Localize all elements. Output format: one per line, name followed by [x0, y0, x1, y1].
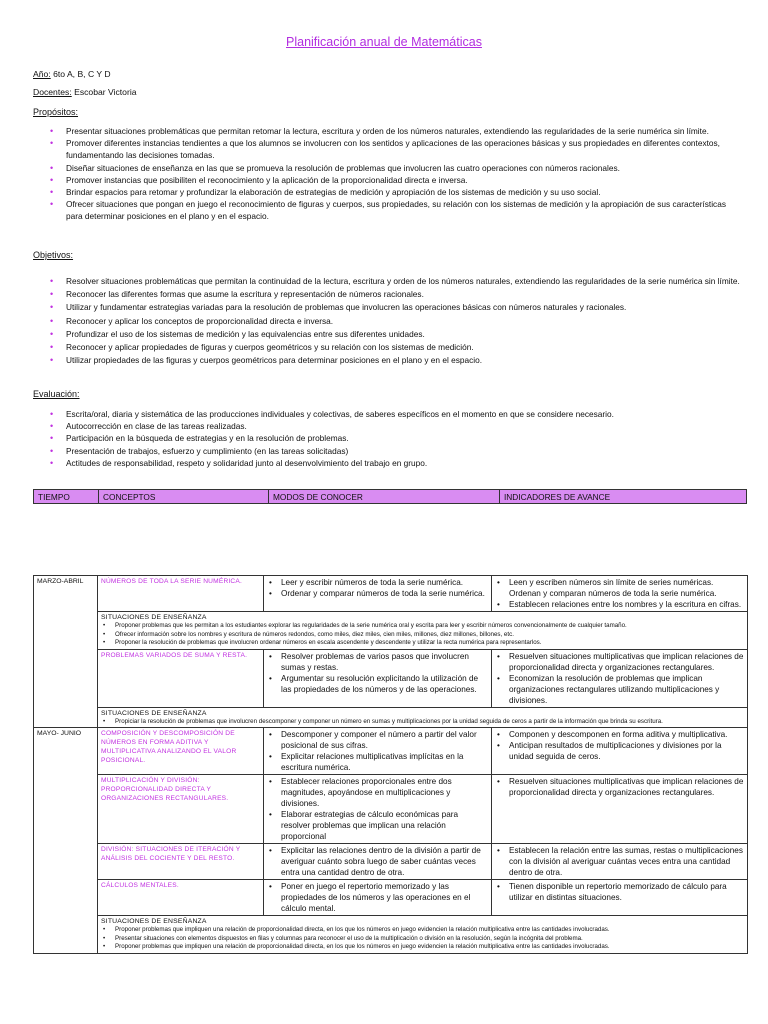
- list-item: • Argumentar su resolución explicitando la utilización de las propiedades de los números y de las operaciones.: [267, 673, 488, 695]
- list-item: • Utilizar y fundamentar estrategias variadas para la resolución de problemas que involucren las operaciones básicas con números naturales y racionales.: [50, 301, 740, 313]
- concept-cell: PROBLEMAS VARIADOS DE SUMA Y RESTA.: [98, 649, 264, 707]
- concept-cell: DIVISIÓN: SITUACIONES DE ITERACIÓN Y ANÁLISIS DEL COCIENTE Y DEL RESTO.: [98, 844, 264, 880]
- list-item: • Resolver problemas de varios pasos que involucren sumas y restas.: [267, 651, 488, 673]
- situaciones-title: SITUACIONES DE ENSEÑANZA: [101, 709, 207, 717]
- modos-cell: [264, 775, 492, 844]
- list-item: • Reconocer las diferentes formas que asume la escritura y representación de números racionales.: [50, 288, 740, 300]
- list-item: • Promover diferentes instancias tendientes a que los alumnos se involucren con los sentidos y aplicaciones de las operaciones básicas y sus propiedades en diferentes contextos, fundamentando las decisiones tomadas.: [50, 137, 740, 161]
- list-item: • Explicitar relaciones multiplicativas implícitas en la escritura numérica.: [267, 751, 488, 773]
- list-item: • Participación en la búsqueda de estrategias y en la resolución de problemas.: [50, 432, 740, 444]
- tiempo-mayo: MAYO- JUNIO: [34, 728, 98, 954]
- list-item: • Promover instancias que posibiliten el reconocimiento y la aplicación de la proporcionalidad directa e inversa.: [50, 174, 740, 186]
- list-item: • Reconocer y aplicar los conceptos de proporcionalidad directa e inversa.: [50, 315, 740, 327]
- objetivos-heading: Objetivos:: [33, 250, 74, 260]
- evaluacion-heading: Evaluación:: [33, 389, 80, 399]
- indicadores-cell: [492, 728, 748, 775]
- list-item: • Resuelven situaciones multiplicativas que implican relaciones de proporcionalidad directa y organizaciones rectangulares.: [495, 651, 744, 673]
- list-item: • Anticipan resultados de multiplicaciones y divisiones por la unidad seguida de ceros.: [495, 740, 744, 762]
- list-item: • Descomponer y componer el número a partir del valor posicional de sus cifras.: [267, 729, 488, 751]
- anio-value: 6to A, B, C Y D: [53, 69, 111, 79]
- indicadores-cell: [492, 649, 748, 707]
- modos-cell: [264, 576, 492, 612]
- list-item: • Actitudes de responsabilidad, respeto y solidaridad junto al desenvolvimiento del trabajo en grupo.: [50, 457, 740, 469]
- table-row: [34, 612, 748, 650]
- list-item: • Proponer la resolución de problemas que involucren ordenar números en escala ascendente y descendente y utilizar la recta numérica para representarlos.: [101, 639, 744, 648]
- situaciones-cell: [98, 707, 748, 728]
- list-item: • Poner en juego el repertorio memorizado y las propiedades de los números y las operaciones en el cálculo mental.: [267, 881, 488, 914]
- situaciones-cell: [98, 612, 748, 650]
- list-item: • Ofrecer situaciones que pongan en juego el reconocimiento de figuras y cuerpos, sus propiedades, su relación con los sistemas de medición y la apropiación de sus características para determinar posiciones en el plano y en el espacio.: [50, 198, 740, 222]
- table-row: [34, 649, 748, 707]
- list-item: • Ofrecer información sobre los nombres y escritura de números redondos, como miles, diez miles, cien miles, millones, diez millones, billones, etc.: [101, 631, 744, 640]
- table-row: [34, 707, 748, 728]
- list-item: • Diseñar situaciones de enseñanza en las que se promueva la resolución de problemas que involucren las cuatro operaciones con números racionales.: [50, 162, 740, 174]
- list-item: • Establecen relaciones entre los nombres y la escritura en cifras.: [495, 599, 744, 610]
- anio-line: [33, 69, 111, 79]
- indicadores-cell: [492, 880, 748, 916]
- list-item: • Leer y escribir números de toda la serie numérica.: [267, 577, 488, 588]
- objetivos-list: [50, 275, 740, 366]
- header-modos: MODOS DE CONOCER: [269, 490, 500, 504]
- page-title: Planificación anual de Matemáticas: [286, 35, 482, 49]
- indicadores-cell: [492, 576, 748, 612]
- list-item: • Proponer problemas que impliquen una relación de proporcionalidad directa, en los que los números en juego evidencien la relación multiplicativa entre las cantidades involucradas.: [101, 926, 744, 935]
- indicadores-cell: [492, 775, 748, 844]
- list-item: • Componen y descomponen en forma aditiva y multiplicativa.: [495, 729, 744, 740]
- situaciones-cell: [98, 916, 748, 954]
- list-item: • Explicitar las relaciones dentro de la división a partir de averiguar cuánto sobra luego de saber cuántas veces entra una cantidad dentro de otra.: [267, 845, 488, 878]
- list-item: • Brindar espacios para retomar y profundizar la elaboración de estrategias de medición y apropiación de los sistemas de medición y su uso social.: [50, 186, 740, 198]
- table-row: [34, 728, 748, 775]
- list-item: • Leen y escriben números sin límite de series numéricas. Ordenan y comparan números de toda la serie numérica.: [495, 577, 744, 599]
- concept-cell: MULTIPLICACIÓN Y DIVISIÓN: PROPORCIONALIDAD DIRECTA Y ORGANIZACIONES RECTANGULARES.: [98, 775, 264, 844]
- table-row: [34, 576, 748, 612]
- list-item: • Establecen la relación entre las sumas, restas o multiplicaciones con la división al averiguar cuántas veces entra una cantidad dentro de otra.: [495, 845, 744, 878]
- header-indicadores: INDICADORES DE AVANCE: [500, 490, 747, 504]
- table-row: [34, 775, 748, 844]
- propositos-heading: Propósitos:: [33, 107, 79, 117]
- list-item: • Proponer problemas que les permitan a los estudiantes explorar las regularidades de la serie numérica oral y escrita para leer y escribir números convencionalmente de cualquier tamaño.: [101, 622, 744, 631]
- list-item: • Autocorrección en clase de las tareas realizadas.: [50, 420, 740, 432]
- docentes-value: Escobar Victoria: [74, 87, 137, 97]
- list-item: • Economizan la resolución de problemas que implican organizaciones rectangulares utilizando multiplicaciones y divisiones.: [495, 673, 744, 706]
- list-item: • Utilizar propiedades de las figuras y cuerpos geométricos para determinar posiciones en el plano y en el espacio.: [50, 354, 740, 366]
- list-item: • Proponer problemas que impliquen una relación de proporcionalidad directa, en los que los números en juego evidencien la relación multiplicativa entre las cantidades involucradas.: [101, 943, 744, 952]
- modos-cell: [264, 880, 492, 916]
- list-item: • Propiciar la resolución de problemas que involucren descomponer y componer un número en sumas y multiplicaciones por la unidad seguida de ceros a partir de la información que brinda su escritura.: [101, 718, 744, 727]
- evaluacion-list: [50, 408, 740, 469]
- list-item: • Presentar situaciones problemáticas que permitan retomar la lectura, escritura y orden de los números naturales, extendiendo las regularidades de la serie numérica sin límite.: [50, 125, 740, 137]
- list-item: • Profundizar el uso de los sistemas de medición y las equivalencias entre sus diferentes unidades.: [50, 328, 740, 340]
- list-item: • Resolver situaciones problemáticas que permitan la continuidad de la lectura, escritura y orden de los números naturales, extendiendo las regularidades de la serie numérica sin límite.: [50, 275, 740, 287]
- docentes-line: [33, 87, 137, 97]
- list-item: • Ordenar y comparar números de toda la serie numérica.: [267, 588, 488, 599]
- list-item: • Escrita/oral, diaria y sistemática de las producciones individuales y colectivas, de saberes específicos en el momento en que se considere necesario.: [50, 408, 740, 420]
- situaciones-title: SITUACIONES DE ENSEÑANZA: [101, 918, 207, 925]
- list-item: • Presentación de trabajos, esfuerzo y cumplimiento (en las tareas solicitadas): [50, 445, 740, 457]
- table-row: [34, 844, 748, 880]
- table-row: [34, 916, 748, 954]
- list-item: • Establecer relaciones proporcionales entre dos magnitudes, apoyándose en multiplicaciones y divisiones.: [267, 776, 488, 809]
- planning-table: [33, 575, 748, 954]
- modos-cell: [264, 844, 492, 880]
- table-row: [34, 880, 748, 916]
- concept-cell: CÁLCULOS MENTALES.: [98, 880, 264, 916]
- concept-cell: COMPOSICIÓN Y DESCOMPOSICIÓN DE NÚMEROS EN FORMA ADITIVA Y MULTIPLICATIVA ANALIZANDO EL VALOR POSICIONAL.: [98, 728, 264, 775]
- header-conceptos: CONCEPTOS: [99, 490, 269, 504]
- modos-cell: [264, 649, 492, 707]
- list-item: • Elaborar estrategias de cálculo económicas para resolver problemas que implican una relación proporcional: [267, 809, 488, 842]
- header-tiempo: TIEMPO: [34, 490, 99, 504]
- anio-label: Año:: [33, 69, 51, 79]
- docentes-label: Docentes:: [33, 87, 72, 97]
- tiempo-marzo: MARZO-ABRIL: [34, 576, 98, 728]
- list-item: • Reconocer y aplicar propiedades de figuras y cuerpos geométricos y su relación con los sistemas de medición.: [50, 341, 740, 353]
- concept-cell: NÚMEROS DE TODA LA SERIE NUMÉRICA.: [98, 576, 264, 612]
- modos-cell: [264, 728, 492, 775]
- situaciones-title: SITUACIONES DE ENSEÑANZA: [101, 614, 207, 621]
- indicadores-cell: [492, 844, 748, 880]
- header-table: [33, 489, 747, 504]
- propositos-list: [50, 125, 740, 223]
- list-item: • Presentar situaciones con elementos dispuestos en filas y columnas para reconocer el uso de la multiplicación o división en la resolución, según la incógnita del problema.: [101, 935, 744, 944]
- list-item: • Tienen disponible un repertorio memorizado de cálculo para utilizar en distintas situaciones.: [495, 881, 744, 903]
- list-item: • Resuelven situaciones multiplicativas que implican relaciones de proporcionalidad directa y organizaciones rectangulares.: [495, 776, 744, 798]
